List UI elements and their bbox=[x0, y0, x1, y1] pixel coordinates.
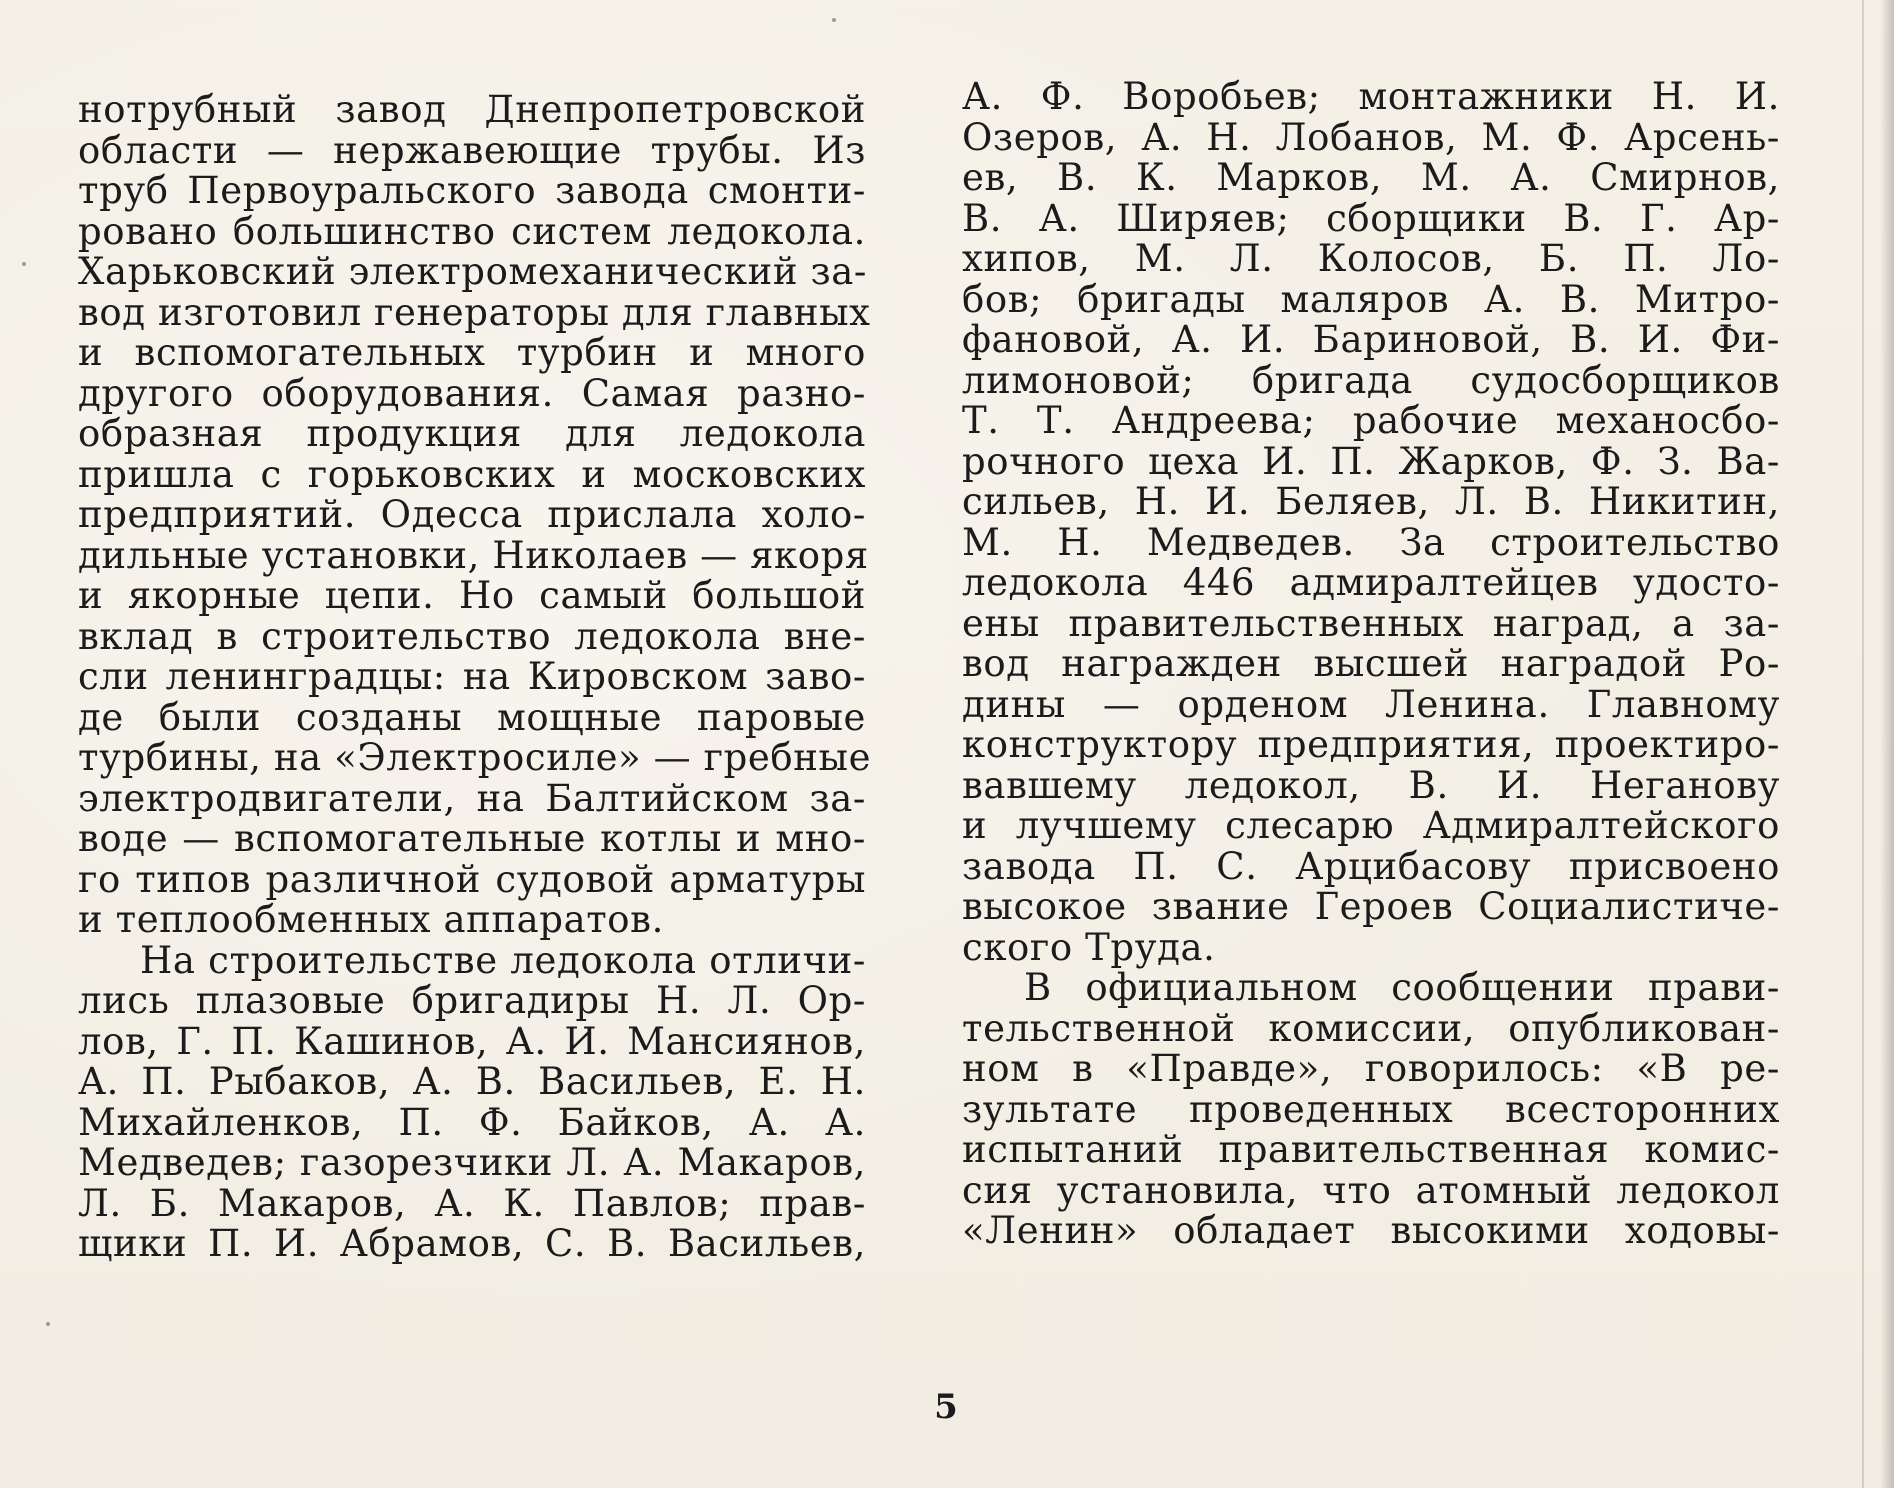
text-line: лимоновой; бригада судосборщиков bbox=[962, 358, 1780, 402]
text-line: щики П. И. Абрамов, С. В. Васильев, bbox=[78, 1222, 866, 1265]
text-line: ном в «Правде», говорилось: «В ре- bbox=[962, 1047, 1780, 1090]
text-line: А. Ф. Воробьев; монтажники Н. И. bbox=[962, 75, 1780, 118]
text-line: дины — орденом Ленина. Главному bbox=[962, 682, 1780, 726]
text-line: образная продукция для ледокола bbox=[78, 412, 866, 455]
text-line: воде — вспомогательные котлы и мно- bbox=[78, 817, 866, 860]
text-line: и якорные цепи. Но самый большой bbox=[78, 574, 866, 617]
text-line: ев, В. К. Марков, М. А. Смирнов, bbox=[962, 156, 1780, 199]
text-line: труб Первоуральского завода смонти- bbox=[78, 169, 866, 212]
text-line: дильные установки, Николаев — якоря bbox=[78, 533, 869, 577]
text-line: и лучшему слесарю Адмиралтейского bbox=[962, 804, 1780, 847]
text-line: и вспомогательных турбин и много bbox=[78, 331, 866, 374]
text-line: сильев, Н. И. Беляев, Л. В. Никитин, bbox=[962, 480, 1780, 523]
text-line: Озеров, А. Н. Лобанов, М. Ф. Арсень- bbox=[962, 115, 1780, 159]
text-line: турбины, на «Электросиле» — гребные bbox=[78, 736, 872, 779]
print-speck bbox=[832, 18, 836, 22]
text-line: фановой, А. И. Бариновой, В. И. Фи- bbox=[962, 318, 1780, 361]
print-speck bbox=[46, 1322, 50, 1326]
text-line: испытаний правительственная комис- bbox=[962, 1128, 1780, 1171]
print-speck bbox=[22, 262, 26, 266]
text-line: сли ленинградцы: на Кировском заво- bbox=[78, 655, 866, 698]
text-line: завода П. С. Арцибасову присвоено bbox=[962, 844, 1780, 888]
text-line: В официальном сообщении прави- bbox=[1024, 966, 1780, 1009]
text-line: хипов, М. Л. Колосов, Б. П. Ло- bbox=[962, 237, 1780, 280]
page-edge-shadow bbox=[1862, 0, 1864, 1488]
text-line: На строительстве ледокола отличи- bbox=[140, 938, 866, 982]
text-line: Харьковский электромеханический за- bbox=[78, 250, 868, 293]
left-text-column bbox=[78, 88, 872, 1265]
text-line: ледокола 446 адмиралтейцев удосто- bbox=[962, 561, 1780, 604]
text-line: вод изготовил генераторы для главных bbox=[78, 290, 871, 334]
text-line: предприятий. Одесса прислала холо- bbox=[78, 493, 866, 536]
text-line: де были созданы мощные паровые bbox=[78, 695, 866, 739]
text-line: области — нержавеющие трубы. Из bbox=[78, 128, 866, 172]
text-line: Л. Б. Макаров, А. К. Павлов; прав- bbox=[78, 1181, 866, 1225]
text-line: нотрубный завод Днепропетровской bbox=[78, 88, 866, 131]
text-line: сия установила, что атомный ледокол bbox=[962, 1168, 1780, 1212]
text-line: вклад в строительство ледокола вне- bbox=[78, 614, 866, 658]
text-line: и теплообменных аппаратов. bbox=[78, 898, 664, 941]
right-text-column bbox=[962, 75, 1780, 1252]
text-line: вод награжден высшей наградой Ро- bbox=[962, 642, 1780, 685]
text-line: ского Труда. bbox=[962, 925, 1216, 969]
text-line: тельственной комиссии, опубликован- bbox=[962, 1006, 1780, 1050]
text-line: электродвигатели, на Балтийском за- bbox=[78, 776, 866, 820]
text-line: другого оборудования. Самая разно- bbox=[78, 371, 866, 415]
text-line: бов; бригады маляров А. В. Митро- bbox=[962, 277, 1780, 321]
text-line: А. П. Рыбаков, А. В. Васильев, Е. Н. bbox=[78, 1060, 866, 1103]
text-line: М. Н. Медведев. За строительство bbox=[962, 520, 1780, 564]
page-edge bbox=[1880, 0, 1894, 1488]
text-line: пришла с горьковских и московских bbox=[78, 452, 866, 496]
text-line: го типов различной судовой арматуры bbox=[78, 857, 866, 901]
text-line: лись плазовые бригадиры Н. Л. Ор- bbox=[78, 979, 866, 1022]
text-line: зультате проведенных всесторонних bbox=[962, 1087, 1780, 1131]
text-line: «Ленин» обладает высокими ходовы- bbox=[962, 1209, 1780, 1252]
page-number: 5 bbox=[934, 1387, 958, 1427]
text-line: В. А. Ширяев; сборщики В. Г. Ар- bbox=[962, 196, 1780, 240]
text-line: лов, Г. П. Кашинов, А. И. Мансиянов, bbox=[78, 1019, 866, 1063]
text-line: Медведев; газорезчики Л. А. Макаров, bbox=[78, 1141, 866, 1184]
text-line: Михайленков, П. Ф. Байков, А. А. bbox=[78, 1100, 866, 1144]
text-line: Т. Т. Андреева; рабочие механосбо- bbox=[962, 399, 1780, 442]
text-line: высокое звание Героев Социалистиче- bbox=[962, 885, 1780, 928]
text-line: конструктору предприятия, проектиро- bbox=[962, 723, 1780, 766]
text-line: ены правительственных наград, а за- bbox=[962, 601, 1780, 645]
text-line: рочного цеха И. П. Жарков, Ф. З. Ва- bbox=[962, 439, 1780, 483]
text-line: ровано большинство систем ледокола. bbox=[78, 209, 866, 253]
text-line: вавшему ледокол, В. И. Неганову bbox=[962, 763, 1780, 807]
